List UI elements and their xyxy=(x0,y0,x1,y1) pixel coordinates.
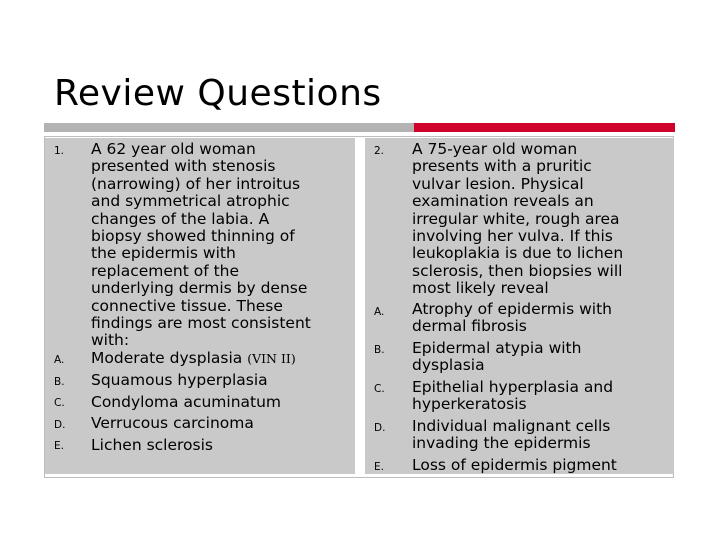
option-text: Condyloma acuminatum xyxy=(91,392,282,411)
question-stem-line: underlying dermis by dense xyxy=(91,279,308,298)
title-rule-red xyxy=(414,123,675,132)
option-suffix: (VIN II) xyxy=(247,350,296,366)
question-stem-line: (narrowing) of her introitus xyxy=(91,174,301,193)
option-text: Lichen sclerosis xyxy=(91,435,213,454)
question-stem-line: leukoplakia is due to lichen xyxy=(412,244,624,263)
option-text-line: Individual malignant cells xyxy=(412,416,611,435)
option-letter: C. xyxy=(374,383,385,395)
option-text-line: invading the epidermis xyxy=(412,433,591,452)
option-letter: B. xyxy=(374,344,385,356)
option-text-line: Epidermal atypia with xyxy=(412,338,582,357)
option-text-line: Loss of epidermis pigment xyxy=(412,455,617,474)
option-text-line: hyperkeratosis xyxy=(412,394,527,413)
option-letter: E. xyxy=(374,461,384,473)
question-stem-line: most likely reveal xyxy=(412,279,549,298)
question-stem-line: biopsy showed thinning of xyxy=(91,227,295,245)
option-text: Moderate dysplasia (VIN II) xyxy=(91,348,296,367)
option-text: Verrucous carcinoma xyxy=(91,414,254,432)
option-letter: A. xyxy=(374,306,385,318)
question-stem-line: examination reveals an xyxy=(412,192,594,211)
question-stem-line: A 75-year old woman xyxy=(412,140,578,158)
question-number: 2. xyxy=(374,145,385,157)
slide-title: Review Questions xyxy=(54,73,382,114)
option-letter: A. xyxy=(54,354,65,366)
option-letter: D. xyxy=(54,418,66,431)
option-letter: E. xyxy=(54,440,64,452)
question-stem-line: and symmetrical atrophic xyxy=(91,192,290,211)
question-stem-line: the epidermis with xyxy=(91,244,236,263)
option-text-line: dermal fibrosis xyxy=(412,316,527,335)
question-stem-line: irregular white, rough area xyxy=(412,209,620,228)
title-rule-grey xyxy=(44,123,414,132)
option-text-line: dysplasia xyxy=(412,355,485,374)
question-stem-line: A 62 year old woman xyxy=(91,140,256,158)
question-stem-line: findings are most consistent xyxy=(91,314,311,332)
question-stem-line: connective tissue. These xyxy=(91,296,283,315)
question-stem-line: changes of the labia. A xyxy=(91,209,270,228)
option-text: Squamous hyperplasia xyxy=(91,371,268,389)
question-number: 1. xyxy=(54,145,65,157)
option-text-line: Epithelial hyperplasia and xyxy=(412,377,614,396)
question-stem-line: sclerosis, then biopsies will xyxy=(412,261,623,280)
question-stem-line: presented with stenosis xyxy=(91,157,276,176)
question-stem-line: with: xyxy=(91,331,130,350)
question-stem-line: involving her vulva. If this xyxy=(412,227,613,245)
question-stem-line: replacement of the xyxy=(91,261,240,280)
option-letter: B. xyxy=(54,375,65,388)
option-letter: D. xyxy=(374,422,386,434)
option-letter: C. xyxy=(54,397,65,409)
question-stem-line: vulvar lesion. Physical xyxy=(412,174,584,193)
question-stem-line: presents with a pruritic xyxy=(412,157,592,176)
option-text-line: Atrophy of epidermis with xyxy=(412,299,613,318)
